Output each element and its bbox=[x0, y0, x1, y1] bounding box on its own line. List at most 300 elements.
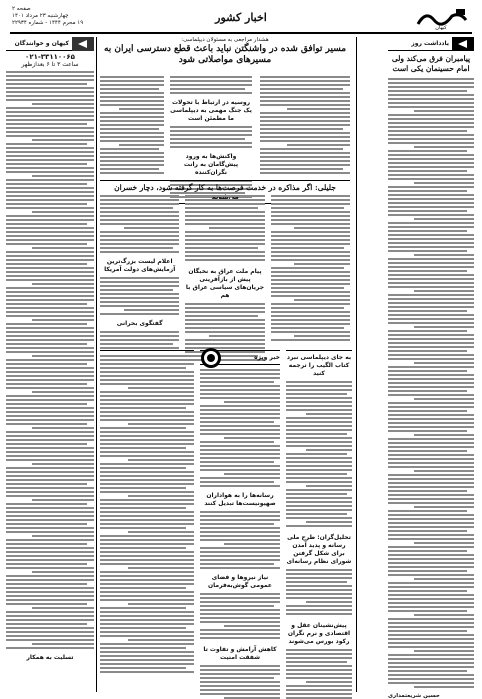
article-body bbox=[170, 76, 252, 96]
text-line bbox=[388, 566, 474, 568]
text-line bbox=[200, 665, 280, 667]
text-line bbox=[6, 407, 94, 409]
text-line bbox=[286, 509, 352, 511]
text-line bbox=[6, 487, 94, 489]
text-line bbox=[124, 309, 180, 311]
text-line bbox=[388, 102, 474, 104]
text-line bbox=[200, 693, 280, 695]
text-line bbox=[6, 403, 87, 405]
text-line bbox=[271, 319, 350, 321]
text-line bbox=[286, 429, 352, 431]
text-line bbox=[100, 599, 194, 601]
text-line bbox=[100, 156, 164, 158]
text-line bbox=[286, 409, 352, 411]
text-line bbox=[388, 282, 474, 284]
text-line bbox=[6, 503, 87, 505]
text-line bbox=[209, 227, 265, 229]
text-line bbox=[6, 383, 87, 385]
text-line bbox=[388, 438, 474, 440]
text-line bbox=[388, 378, 474, 380]
text-line bbox=[6, 423, 87, 425]
text-line bbox=[388, 634, 474, 636]
text-line bbox=[6, 115, 94, 117]
text-line bbox=[388, 230, 467, 232]
text-line bbox=[286, 385, 352, 387]
text-line bbox=[100, 343, 173, 345]
text-line bbox=[388, 402, 474, 404]
text-line bbox=[271, 283, 350, 285]
text-line bbox=[388, 226, 474, 228]
text-line bbox=[185, 307, 264, 309]
text-line bbox=[200, 441, 274, 443]
text-line bbox=[6, 271, 94, 273]
text-line bbox=[200, 465, 280, 467]
text-line bbox=[388, 610, 467, 612]
text-line bbox=[6, 475, 94, 477]
text-line bbox=[32, 463, 94, 465]
text-line bbox=[286, 693, 352, 695]
text-line bbox=[6, 375, 94, 377]
text-line bbox=[388, 330, 467, 332]
text-line bbox=[306, 601, 352, 603]
text-line bbox=[388, 266, 474, 268]
text-line bbox=[185, 255, 264, 257]
text-line bbox=[388, 210, 467, 212]
text-line bbox=[414, 254, 474, 256]
text-line bbox=[286, 501, 352, 503]
text-line bbox=[388, 658, 474, 660]
text-line bbox=[100, 467, 186, 469]
text-line bbox=[286, 481, 352, 483]
text-line bbox=[100, 112, 164, 114]
text-line bbox=[185, 347, 264, 349]
text-line bbox=[388, 462, 474, 464]
text-line bbox=[6, 539, 94, 541]
text-line bbox=[6, 439, 94, 441]
text-line bbox=[6, 367, 94, 369]
text-line bbox=[271, 203, 350, 205]
editorial-author: حسین شریعتمداری bbox=[388, 693, 440, 699]
text-line bbox=[200, 477, 280, 479]
text-line bbox=[224, 625, 280, 627]
text-line bbox=[260, 104, 350, 106]
text-line bbox=[388, 526, 474, 528]
text-line bbox=[6, 275, 94, 277]
text-line bbox=[100, 76, 164, 78]
text-line bbox=[6, 287, 94, 289]
text-line bbox=[200, 511, 280, 513]
text-line bbox=[271, 251, 350, 253]
article-body bbox=[100, 277, 179, 317]
text-line bbox=[388, 118, 474, 120]
text-line bbox=[388, 502, 474, 504]
text-line bbox=[6, 231, 94, 233]
text-line bbox=[100, 443, 194, 445]
text-line bbox=[414, 290, 474, 292]
text-line bbox=[6, 435, 94, 437]
text-line bbox=[388, 538, 474, 540]
text-line bbox=[100, 523, 194, 525]
text-line bbox=[260, 96, 350, 98]
text-line bbox=[200, 469, 280, 471]
lower-center-sub-1: رسانه‌ها را به هواداران صهیونیست‌ها تبدیل کنند bbox=[204, 492, 276, 507]
text-line bbox=[388, 430, 467, 432]
text-line bbox=[128, 495, 194, 497]
text-line bbox=[100, 289, 173, 291]
text-line bbox=[185, 327, 264, 329]
article-body bbox=[200, 593, 280, 643]
text-line bbox=[388, 590, 467, 592]
text-line bbox=[100, 439, 194, 441]
text-line bbox=[286, 513, 347, 515]
text-line bbox=[100, 415, 194, 417]
text-line bbox=[200, 555, 280, 557]
text-line bbox=[6, 163, 87, 165]
text-line bbox=[6, 111, 94, 113]
text-line bbox=[286, 493, 347, 495]
text-line bbox=[6, 515, 94, 517]
text-line bbox=[100, 555, 194, 557]
text-line bbox=[200, 677, 274, 679]
text-line bbox=[6, 179, 94, 181]
editorial-icon bbox=[452, 37, 474, 51]
text-line bbox=[6, 483, 87, 485]
text-line bbox=[100, 539, 194, 541]
text-line bbox=[388, 638, 474, 640]
text-line bbox=[388, 270, 467, 272]
text-line bbox=[6, 251, 94, 253]
article-body bbox=[200, 369, 280, 489]
text-line bbox=[388, 346, 474, 348]
text-line bbox=[100, 543, 194, 545]
text-line bbox=[286, 461, 352, 463]
text-line bbox=[260, 80, 350, 82]
text-line bbox=[388, 558, 474, 560]
text-line bbox=[388, 606, 474, 608]
text-line bbox=[294, 227, 350, 229]
text-line bbox=[6, 447, 94, 449]
text-line bbox=[388, 122, 474, 124]
text-line bbox=[185, 203, 264, 205]
text-line bbox=[286, 425, 352, 427]
text-line bbox=[286, 685, 352, 687]
text-line bbox=[388, 322, 474, 324]
text-line bbox=[100, 511, 194, 513]
text-line bbox=[286, 581, 347, 583]
text-line bbox=[100, 277, 179, 279]
text-line bbox=[200, 397, 280, 399]
text-line bbox=[388, 358, 474, 360]
text-line bbox=[388, 166, 474, 168]
text-line bbox=[388, 98, 474, 100]
text-line bbox=[100, 239, 179, 241]
text-line bbox=[100, 195, 179, 197]
text-line bbox=[6, 639, 94, 641]
text-line bbox=[286, 613, 352, 615]
text-line bbox=[6, 135, 94, 137]
text-line bbox=[200, 633, 280, 635]
text-line bbox=[200, 563, 274, 565]
center-top-sub-4: گفتگوی بحرانی bbox=[116, 320, 163, 327]
text-line bbox=[100, 367, 186, 369]
editorial-column bbox=[388, 37, 474, 699]
text-line bbox=[388, 114, 474, 116]
text-line bbox=[286, 609, 352, 611]
text-line bbox=[100, 615, 194, 617]
text-line bbox=[6, 79, 94, 81]
text-line bbox=[286, 665, 352, 667]
text-line bbox=[271, 243, 350, 245]
text-line bbox=[100, 148, 159, 150]
text-line bbox=[6, 119, 94, 121]
text-line bbox=[388, 302, 474, 304]
text-line bbox=[6, 279, 94, 281]
text-line bbox=[271, 231, 350, 233]
text-line bbox=[100, 487, 186, 489]
text-line bbox=[414, 146, 474, 148]
text-line bbox=[260, 124, 350, 126]
text-line bbox=[260, 92, 350, 94]
text-line bbox=[100, 247, 173, 249]
text-line bbox=[200, 453, 280, 455]
text-line bbox=[100, 411, 194, 413]
text-line bbox=[271, 275, 350, 277]
text-line bbox=[271, 195, 350, 197]
text-line bbox=[286, 393, 347, 395]
text-line bbox=[6, 479, 94, 481]
text-line bbox=[6, 171, 94, 173]
text-line bbox=[388, 422, 474, 424]
text-line bbox=[388, 530, 467, 532]
text-line bbox=[6, 327, 94, 329]
text-line bbox=[170, 84, 252, 86]
text-line bbox=[100, 475, 194, 477]
article-body bbox=[200, 511, 280, 571]
text-line bbox=[100, 527, 186, 529]
text-line bbox=[6, 331, 94, 333]
text-line bbox=[388, 158, 474, 160]
text-line bbox=[100, 547, 186, 549]
text-line bbox=[32, 103, 94, 105]
text-line bbox=[224, 437, 280, 439]
text-line bbox=[100, 231, 179, 233]
text-line bbox=[388, 78, 474, 80]
text-line bbox=[100, 100, 164, 102]
text-line bbox=[6, 155, 94, 157]
text-line bbox=[388, 582, 474, 584]
text-line bbox=[100, 447, 186, 449]
text-line bbox=[286, 657, 352, 659]
text-line bbox=[200, 421, 274, 423]
text-line bbox=[286, 477, 352, 479]
text-line bbox=[388, 622, 474, 624]
text-line bbox=[286, 441, 352, 443]
text-line bbox=[185, 215, 264, 217]
text-line bbox=[100, 611, 194, 613]
text-line bbox=[286, 589, 352, 591]
text-line bbox=[100, 243, 179, 245]
article-body bbox=[286, 649, 352, 699]
text-line bbox=[6, 243, 87, 245]
text-line bbox=[100, 335, 179, 337]
text-line bbox=[271, 235, 350, 237]
article-body bbox=[260, 76, 350, 176]
center-top-body-left bbox=[100, 76, 164, 176]
text-line bbox=[286, 649, 352, 651]
text-line bbox=[6, 339, 94, 341]
text-line bbox=[388, 350, 467, 352]
text-line bbox=[6, 611, 94, 613]
text-line bbox=[100, 301, 179, 303]
text-line bbox=[185, 199, 264, 201]
text-line bbox=[6, 311, 94, 313]
text-line bbox=[6, 71, 94, 73]
text-line bbox=[200, 681, 280, 683]
text-line bbox=[200, 445, 280, 447]
text-line bbox=[6, 555, 94, 557]
text-line bbox=[260, 148, 343, 150]
text-line bbox=[388, 446, 474, 448]
text-line bbox=[200, 531, 280, 533]
text-line bbox=[6, 203, 87, 205]
text-line bbox=[388, 474, 474, 476]
special-news-tag: خبر ویژه bbox=[200, 351, 280, 365]
text-line bbox=[185, 315, 258, 317]
text-line bbox=[200, 389, 280, 391]
readers-icon bbox=[72, 37, 94, 51]
text-line bbox=[185, 243, 264, 245]
text-line bbox=[100, 359, 194, 361]
text-line bbox=[200, 567, 280, 569]
text-line bbox=[200, 449, 280, 451]
text-line bbox=[185, 339, 264, 341]
text-line bbox=[286, 397, 352, 399]
text-line bbox=[170, 76, 252, 78]
text-line bbox=[388, 262, 474, 264]
text-line bbox=[6, 507, 94, 509]
text-line bbox=[100, 623, 194, 625]
text-line bbox=[271, 315, 350, 317]
date-lunar: ۱۹ محرم ۱۴۴۴ - شماره ۲۲۹۳۴ bbox=[12, 20, 84, 26]
text-line bbox=[388, 494, 474, 496]
text-line bbox=[32, 607, 94, 609]
text-line bbox=[388, 238, 474, 240]
text-line bbox=[100, 313, 179, 315]
text-line bbox=[388, 162, 474, 164]
text-line bbox=[185, 323, 264, 325]
text-line bbox=[6, 379, 94, 381]
text-line bbox=[100, 235, 179, 237]
text-line bbox=[100, 124, 164, 126]
text-line bbox=[271, 303, 350, 305]
text-line bbox=[100, 499, 194, 501]
text-line bbox=[224, 543, 280, 545]
text-line bbox=[32, 571, 94, 573]
lower-left-headline: به جای دیپلماسی نبرد کتاب الگیب را ترجمه کنید bbox=[286, 354, 352, 377]
text-line bbox=[32, 535, 94, 537]
text-line bbox=[286, 689, 352, 691]
text-line bbox=[271, 255, 350, 257]
text-line bbox=[6, 299, 94, 301]
svg-text:کیهان: کیهان bbox=[435, 25, 447, 30]
article-body bbox=[100, 195, 179, 255]
text-line bbox=[100, 371, 194, 373]
text-line bbox=[414, 326, 474, 328]
article-body bbox=[100, 331, 179, 351]
text-line bbox=[100, 88, 159, 90]
text-line bbox=[388, 602, 474, 604]
text-line bbox=[260, 88, 343, 90]
text-line bbox=[286, 465, 352, 467]
text-line bbox=[414, 218, 474, 220]
text-line bbox=[200, 417, 280, 419]
text-line bbox=[6, 443, 87, 445]
text-line bbox=[388, 294, 474, 296]
text-line bbox=[286, 669, 352, 671]
text-line bbox=[6, 411, 94, 413]
text-line bbox=[260, 140, 350, 142]
text-line bbox=[414, 470, 474, 472]
text-line bbox=[286, 457, 352, 459]
text-line bbox=[100, 168, 159, 170]
text-line bbox=[185, 331, 264, 333]
text-line bbox=[388, 202, 474, 204]
text-line bbox=[100, 293, 179, 295]
text-line bbox=[185, 195, 264, 197]
text-line bbox=[6, 107, 94, 109]
text-line bbox=[271, 291, 350, 293]
text-line bbox=[100, 164, 164, 166]
text-line bbox=[388, 82, 474, 84]
text-line bbox=[6, 183, 87, 185]
text-line bbox=[388, 486, 474, 488]
text-line bbox=[119, 108, 164, 110]
text-line bbox=[271, 259, 350, 261]
text-line bbox=[200, 515, 280, 517]
text-line bbox=[6, 615, 94, 617]
text-line bbox=[6, 223, 87, 225]
text-line bbox=[271, 223, 350, 225]
text-line bbox=[32, 499, 94, 501]
text-line bbox=[6, 579, 94, 581]
text-line bbox=[388, 278, 474, 280]
text-line bbox=[185, 235, 264, 237]
text-line bbox=[200, 433, 280, 435]
text-line bbox=[388, 130, 467, 132]
text-line bbox=[260, 100, 350, 102]
text-line bbox=[200, 393, 280, 395]
text-line bbox=[306, 521, 352, 523]
text-line bbox=[388, 222, 474, 224]
text-line bbox=[388, 198, 474, 200]
text-line bbox=[100, 172, 164, 174]
text-line bbox=[100, 663, 194, 665]
text-line bbox=[100, 305, 179, 307]
text-line bbox=[6, 303, 87, 305]
text-line bbox=[271, 311, 350, 313]
text-line bbox=[100, 659, 194, 661]
text-line bbox=[200, 621, 280, 623]
text-line bbox=[100, 395, 194, 397]
editorial-headline: پیامبران فرق می‌کند ولی امام حسینمان یکی است bbox=[391, 54, 471, 73]
text-line bbox=[209, 335, 265, 337]
text-line bbox=[6, 167, 94, 169]
text-line bbox=[388, 314, 474, 316]
editorial-tag: یادداشت روز bbox=[388, 37, 474, 51]
text-line bbox=[6, 371, 94, 373]
text-line bbox=[100, 199, 179, 201]
text-line bbox=[200, 535, 280, 537]
